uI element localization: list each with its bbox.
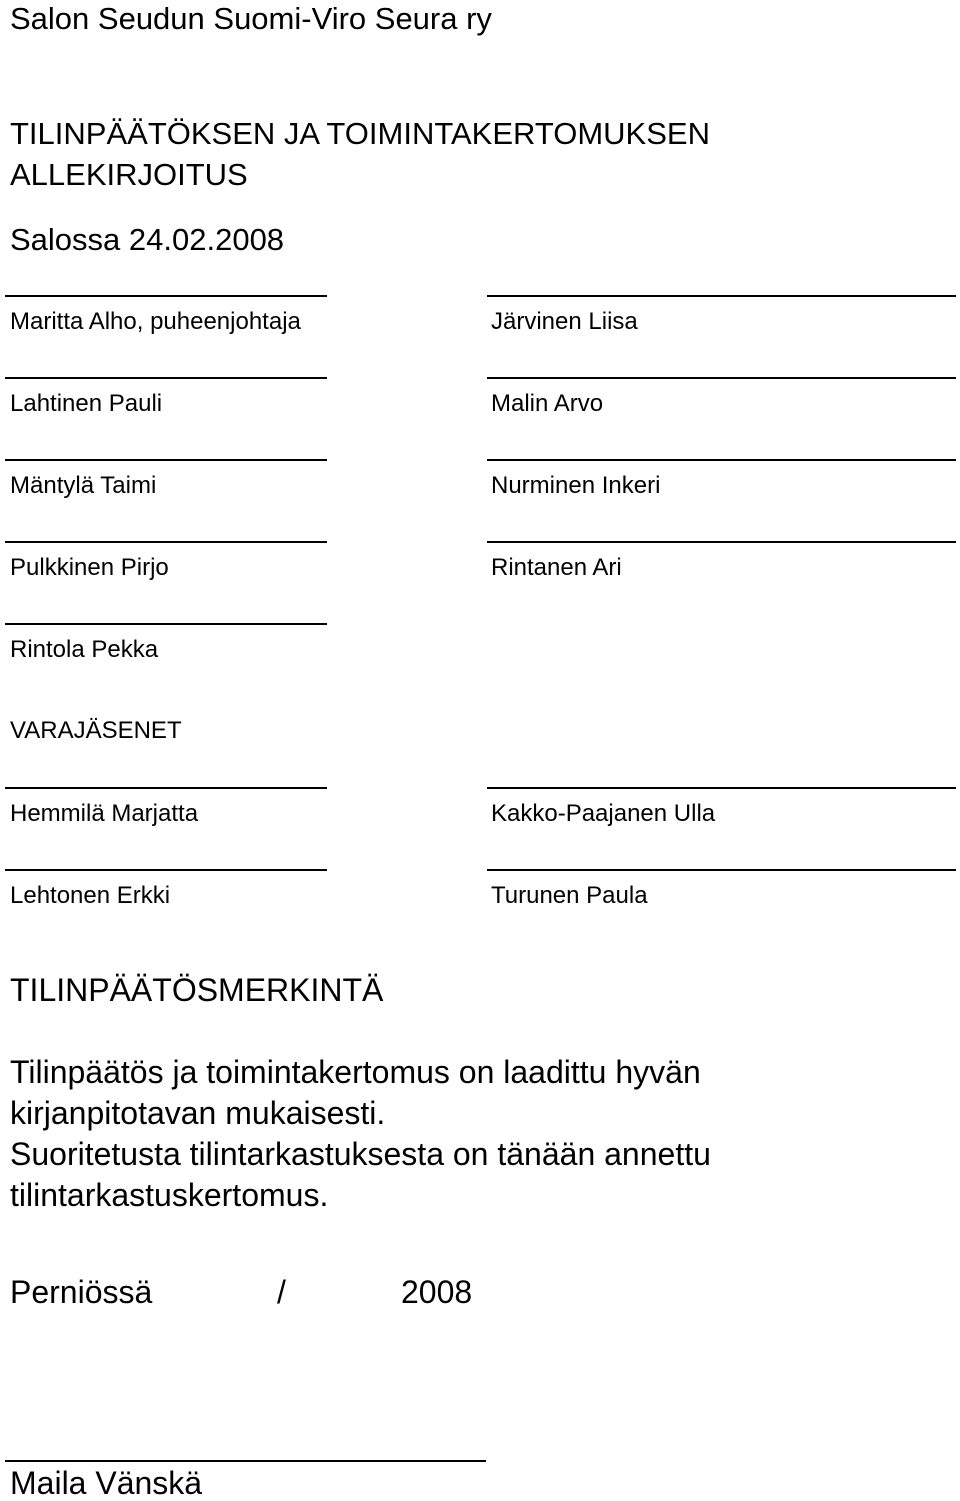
- deputy-name: Kakko-Paajanen Ulla: [491, 800, 716, 827]
- signature-line: [487, 541, 956, 543]
- deputy-name: Hemmilä Marjatta: [10, 800, 199, 827]
- signatory-name: Nurminen Inkeri: [491, 472, 661, 499]
- signatory-name: Maritta Alho, puheenjohtaja: [10, 308, 301, 335]
- signatory-name: Järvinen Liisa: [491, 308, 638, 335]
- signatory-name: Pulkkinen Pirjo: [10, 554, 169, 581]
- document-title-line-2: ALLEKIRJOITUS: [10, 157, 248, 192]
- audit-text-line: kirjanpitotavan mukaisesti.: [10, 1095, 386, 1131]
- deputy-name: Turunen Paula: [491, 882, 648, 909]
- signatory-name: Mäntylä Taimi: [10, 472, 157, 499]
- audit-date-separator: /: [277, 1274, 286, 1310]
- signature-line: [5, 377, 327, 379]
- organization-name: Salon Seudun Suomi-Viro Seura ry: [10, 1, 492, 36]
- signature-line: [5, 787, 327, 789]
- signature-line: [487, 787, 956, 789]
- audit-text-line: Suoritetusta tilintarkastuksesta on tänään annettu: [10, 1136, 711, 1172]
- signature-line: [487, 459, 956, 461]
- document-title-line-1: TILINPÄÄTÖKSEN JA TOIMINTAKERTOMUKSEN: [10, 116, 710, 151]
- place-date: Salossa 24.02.2008: [10, 222, 285, 257]
- signature-line: [5, 459, 327, 461]
- signatory-name: Malin Arvo: [491, 390, 604, 417]
- deputies-heading: VARAJÄSENET: [10, 717, 182, 744]
- deputy-name: Lehtonen Erkki: [10, 882, 171, 909]
- audit-year: 2008: [401, 1274, 473, 1310]
- signature-line: [487, 377, 956, 379]
- auditor-signature-line: [5, 1460, 486, 1462]
- signature-line: [5, 295, 327, 297]
- audit-heading: TILINPÄÄTÖSMERKINTÄ: [10, 972, 384, 1008]
- signature-line: [5, 869, 327, 871]
- signatory-name: Lahtinen Pauli: [10, 390, 163, 417]
- signatory-name: Rintola Pekka: [10, 636, 159, 663]
- audit-text-line: tilintarkastuskertomus.: [10, 1177, 329, 1213]
- audit-place: Perniössä: [10, 1274, 153, 1310]
- auditor-name: Maila Vänskä: [10, 1465, 203, 1501]
- signature-line: [5, 541, 327, 543]
- audit-text-line: Tilinpäätös ja toimintakertomus on laadittu hyvän: [10, 1054, 701, 1090]
- signature-line: [487, 295, 956, 297]
- signature-line: [5, 623, 327, 625]
- signatory-name: Rintanen Ari: [491, 554, 622, 581]
- signature-line: [487, 869, 956, 871]
